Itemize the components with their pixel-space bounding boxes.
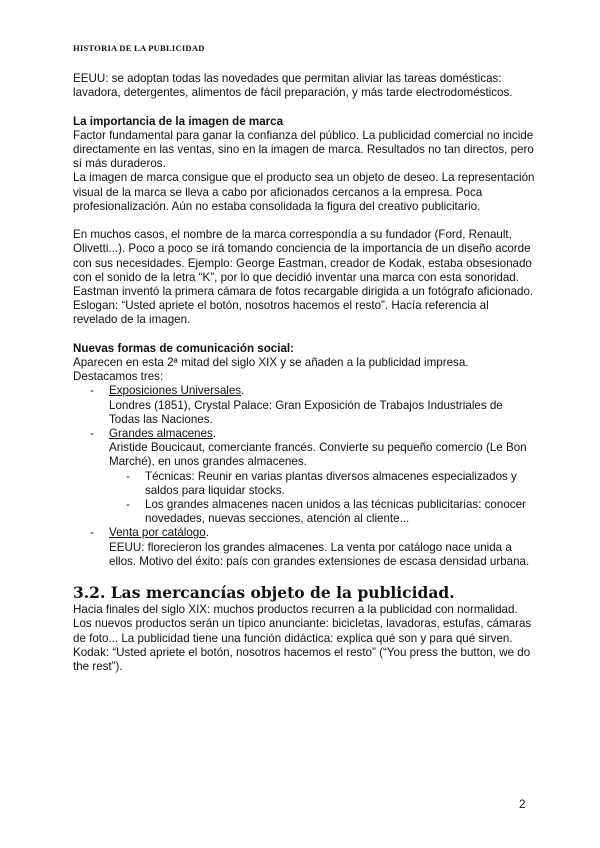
intro-paragraph: EEUU: se adoptan todas las novedades que permitan aliviar las tareas domésticas: lavadora, detergentes, alimentos de fácil preparación, y más tarde electrodomésticos. — [73, 72, 513, 100]
sublist-item: - Los grandes almacenes nacen unidos a las técnicas publicitarias: conocer novedades, nuevas secciones, atención al cliente... — [109, 498, 535, 526]
list-item — [73, 526, 535, 569]
section-paragraph: Hacia finales del siglo XIX: muchos productos recurren a la publicidad con normalidad. Los nuevos productos serán un típico anunciante: bicicletas, lavadoras, estufas, cámaras de foto... La publicidad tiene una función didáctica: explica qué son y para qué sirven. Kodak: “Usted apriete el botón, nosotros hacemos el resto” (“You press the button, we do the rest”). — [73, 603, 532, 674]
sublist-item: - Técnicas: Reunir en varias plantas diversos almacenes especializados y saldos para liquidar stocks. — [109, 470, 535, 498]
marca-paragraph-1: Factor fundamental para ganar la confianza del público. La publicidad comercial no incide directamente en las ventas, sino en la imagen de marca. Resultados no tan directos, pero sí más duraderos. — [73, 128, 534, 171]
nuevas-heading: Nuevas formas de comunicación social: — [73, 341, 295, 355]
item-text: Aristide Boucicaut, comerciante francés. Convierte su pequeño comercio (Le Bon Marché), en unos grandes almacenes. — [109, 441, 527, 469]
page-number: 2 — [519, 798, 526, 811]
item-text: Londres (1851), Crystal Palace: Gran Exposición de Trabajos Industriales de Todas las Naciones. — [109, 398, 503, 426]
marca-paragraph-2: La imagen de marca consigue que el producto sea un objeto de deseo. La representación visual de la marca se lleva a cabo por aficionados cercanos a la empresa. Poca profesionalización. Aún no estaba consolidada la figura del creativo publicitario. — [73, 171, 535, 213]
item-title: Exposiciones Universales — [109, 384, 242, 398]
marca-heading: La importancia de la imagen de marca — [73, 114, 284, 128]
item-title: Venta por catálogo — [109, 526, 206, 540]
item-text: EEUU: florecieron los grandes almacenes. La venta por catálogo nace unida a ellos. Motivo del éxito: país con grandes extensiones de escasa densidad urbana. — [109, 540, 530, 568]
list-item — [73, 384, 535, 427]
item-title-suffix: . — [212, 427, 216, 441]
section-heading: 3.2. Las mercancías objeto de la publicidad. — [73, 583, 455, 603]
running-header: HISTORIA DE LA PUBLICIDAD — [73, 43, 205, 53]
nuevas-intro: Aparecen en esta 2ª mitad del siglo XIX y se añaden a la publicidad impresa. Destacamos tres: — [73, 356, 469, 384]
page-body — [73, 72, 535, 674]
item-title: Grandes almacenes — [109, 427, 213, 441]
list-item — [73, 427, 535, 526]
sublist — [109, 470, 535, 527]
nuevas-list — [73, 384, 535, 569]
item-title-suffix: . — [241, 384, 245, 398]
item-title-suffix: . — [205, 526, 209, 540]
marca-paragraph-3: En muchos casos, el nombre de la marca correspondía a su fundador (Ford, Renault, Olivetti...). Poco a poco se irá tomando conciencia de la importancia de un diseño acorde con sus necesidades. Ejemplo: George Eastman, creador de Kodak, estaba obsesionado con el sonido de la letra “K”, por lo que decidió inventar una marca con esta sonoridad. Eastman inventó la primera cámara de fotos recargable dirigida a un fotógrafo aficionado. Eslogan: “Usted apriete el botón, nosotros hacemos el resto”. Hacía referencia al revelado de la imagen. — [73, 228, 534, 327]
